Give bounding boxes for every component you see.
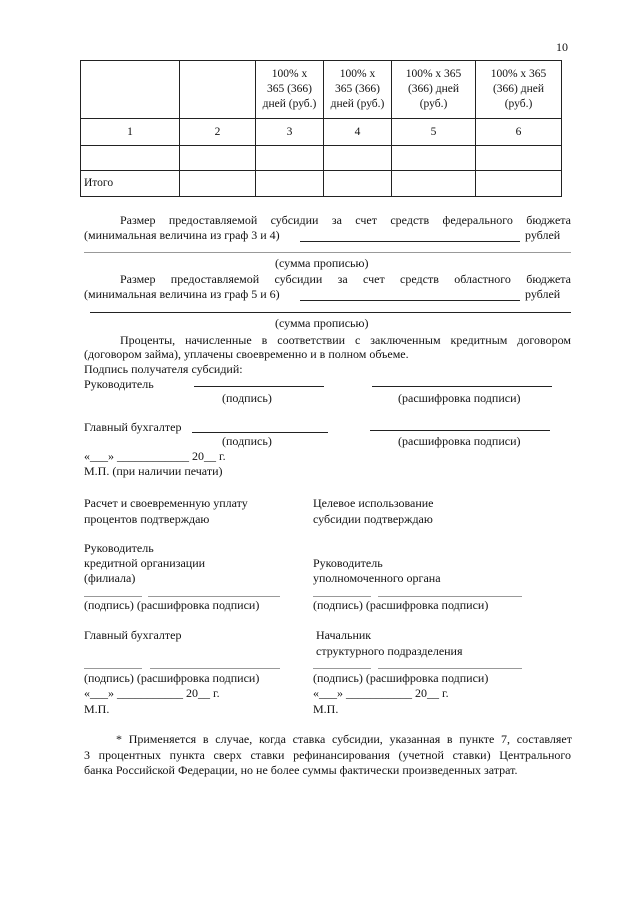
authority-head-2: уполномоченного органа bbox=[313, 571, 441, 585]
head-signature-caption: (подпись) bbox=[222, 391, 272, 405]
bank-accountant-label: Главный бухгалтер bbox=[84, 628, 182, 642]
head-signature-line bbox=[194, 386, 324, 387]
authority-signature-caption: (подпись) (расшифровка подписи) bbox=[313, 598, 489, 612]
table-header-row bbox=[81, 61, 562, 119]
table-cell bbox=[256, 171, 324, 197]
bank-head-3: (филиала) bbox=[84, 571, 136, 585]
regional-line-1: Размер предоставляемой субсидии за счет средств областного бюджета bbox=[120, 272, 571, 286]
authority-date: «___» ___________ 20__ г. bbox=[313, 686, 449, 700]
recipient-signature-label: Подпись получателя субсидий: bbox=[84, 362, 243, 376]
column-number: 3 bbox=[256, 119, 324, 146]
bank-accountant-signature-line bbox=[84, 668, 142, 669]
bank-accountant-decoding-line bbox=[150, 668, 280, 669]
bank-stamp: М.П. bbox=[84, 702, 110, 716]
table-cell bbox=[476, 171, 562, 197]
table-cell bbox=[476, 146, 562, 171]
federal-rubles: рублей bbox=[525, 228, 561, 242]
header-cell-5: 100% х 365 (366) дней (руб.) bbox=[392, 61, 476, 119]
regional-rubles: рублей bbox=[525, 287, 561, 301]
table-cell bbox=[324, 171, 392, 197]
header-cell-3: 100% х 365 (366) дней (руб.) bbox=[256, 61, 324, 119]
accountant-signature-line bbox=[192, 432, 328, 433]
page-number: 10 bbox=[556, 40, 568, 54]
footnote-line-1: * Применяется в случае, когда ставка субсидии, указанная в пункте 7, составляет bbox=[116, 732, 572, 746]
column-number: 1 bbox=[81, 119, 180, 146]
table-number-row bbox=[81, 119, 562, 146]
interest-line-1: Проценты, начисленные в соответствии с заключенным кредитным договором bbox=[120, 333, 571, 347]
total-label: Итого bbox=[81, 171, 180, 197]
federal-line-1: Размер предоставляемой субсидии за счет средств федерального бюджета bbox=[120, 213, 571, 227]
header-cell-2 bbox=[180, 61, 256, 119]
footnote-line-2: 3 процентных пункта сверх ставки рефинансирования (учетной ставки) Центрального bbox=[84, 748, 571, 762]
table-cell bbox=[324, 146, 392, 171]
bank-confirm-1: Расчет и своевременную уплату bbox=[84, 496, 248, 510]
footnote-line-3: банка Российской Федерации, но не более суммы фактически произведенных затрат. bbox=[84, 763, 518, 777]
table-total-row bbox=[81, 171, 562, 197]
federal-words-line bbox=[84, 252, 571, 253]
subsidy-table bbox=[80, 60, 562, 197]
authority-chief-signature-line bbox=[313, 668, 371, 669]
authority-confirm-2: субсидии подтверждаю bbox=[313, 512, 433, 526]
bank-date: «___» ___________ 20__ г. bbox=[84, 686, 220, 700]
regional-words-line bbox=[90, 312, 571, 313]
head-decoding-caption: (расшифровка подписи) bbox=[398, 391, 521, 405]
authority-signature-line bbox=[313, 596, 371, 597]
regional-caption: (сумма прописью) bbox=[275, 316, 369, 330]
federal-amount-line bbox=[300, 241, 520, 242]
accountant-decoding-caption: (расшифровка подписи) bbox=[398, 434, 521, 448]
federal-line-2-prefix: (минимальная величина из граф 3 и 4) bbox=[84, 228, 280, 242]
regional-line-2-prefix: (минимальная величина из граф 5 и 6) bbox=[84, 287, 280, 301]
table-cell bbox=[256, 146, 324, 171]
head-label: Руководитель bbox=[84, 377, 154, 391]
column-number: 5 bbox=[392, 119, 476, 146]
authority-head-1: Руководитель bbox=[313, 556, 383, 570]
bank-accountant-caption: (подпись) (расшифровка подписи) bbox=[84, 671, 260, 685]
authority-chief-decoding-line bbox=[378, 668, 522, 669]
chief-accountant-label: Главный бухгалтер bbox=[84, 420, 182, 434]
header-cell-4: 100% х 365 (366) дней (руб.) bbox=[324, 61, 392, 119]
authority-chief-1: Начальник bbox=[316, 628, 372, 642]
authority-stamp: М.П. bbox=[313, 702, 339, 716]
table-cell bbox=[180, 146, 256, 171]
table-cell bbox=[81, 146, 180, 171]
accountant-decoding-line bbox=[370, 430, 550, 431]
regional-amount-line bbox=[300, 300, 520, 301]
bank-signature-caption: (подпись) (расшифровка подписи) bbox=[84, 598, 260, 612]
bank-head-2: кредитной организации bbox=[84, 556, 206, 570]
bank-decoding-line bbox=[148, 596, 280, 597]
header-cell-6: 100% х 365 (366) дней (руб.) bbox=[476, 61, 562, 119]
header-cell-1 bbox=[81, 61, 180, 119]
table-cell bbox=[180, 171, 256, 197]
table-cell bbox=[392, 146, 476, 171]
accountant-signature-caption: (подпись) bbox=[222, 434, 272, 448]
head-decoding-line bbox=[372, 386, 552, 387]
authority-chief-caption: (подпись) (расшифровка подписи) bbox=[313, 671, 489, 685]
bank-signature-line bbox=[84, 596, 142, 597]
stamp-label: М.П. (при наличии печати) bbox=[84, 464, 223, 478]
column-number: 6 bbox=[476, 119, 562, 146]
column-number: 4 bbox=[324, 119, 392, 146]
bank-head-1: Руководитель bbox=[84, 541, 154, 555]
column-number: 2 bbox=[180, 119, 256, 146]
table-cell bbox=[392, 171, 476, 197]
interest-line-2: (договором займа), уплачены своевременно и в полном объеме. bbox=[84, 347, 409, 361]
date-line: «___» ____________ 20__ г. bbox=[84, 449, 226, 463]
bank-confirm-2: процентов подтверждаю bbox=[84, 512, 210, 526]
authority-confirm-1: Целевое использование bbox=[313, 496, 434, 510]
federal-caption: (сумма прописью) bbox=[275, 256, 369, 270]
authority-chief-2: структурного подразделения bbox=[316, 644, 463, 658]
table-row bbox=[81, 146, 562, 171]
authority-decoding-line bbox=[378, 596, 522, 597]
